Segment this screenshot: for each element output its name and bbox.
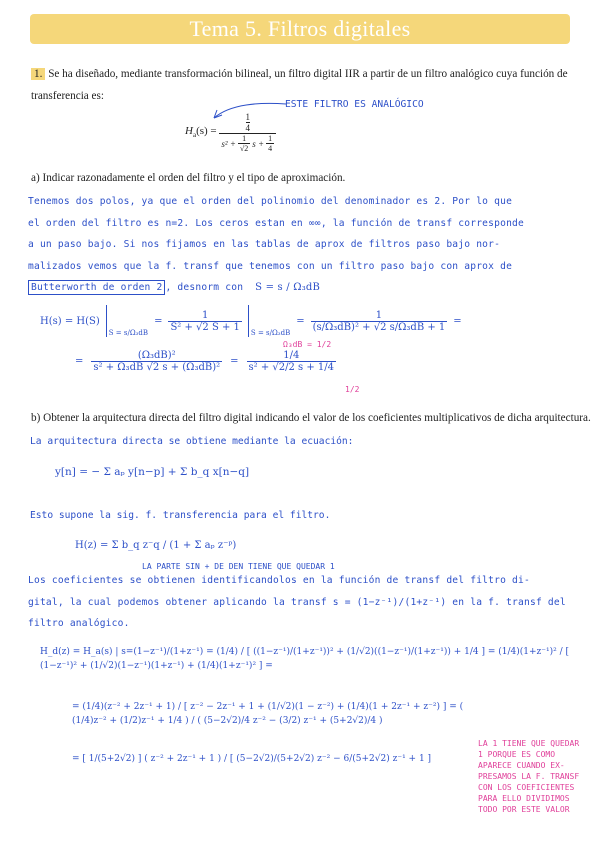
eq1-rhs bbox=[311, 310, 448, 333]
eq1-mid bbox=[168, 310, 241, 333]
part-a-answer bbox=[28, 191, 576, 299]
eq2-rhs-n: 1/4 bbox=[283, 350, 300, 361]
formula-lhs: H bbox=[185, 125, 193, 138]
answer-line: Tenemos dos polos, ya que el orden del polinomio del denominador es 2. Por lo que bbox=[28, 196, 513, 207]
equation-3: H_d(z) = H_a(s) | s=(1−z⁻¹)/(1+z⁻¹) = (1/4) / [ ((1−z⁻¹)/(1+z⁻¹))² + (1/√2)((1−z⁻¹)/(1+z⁻¹)) + 1/4 ] = (1/4)(1+z⁻¹)² / [ (1−z⁻¹)² + (1/√2)(1−z⁻¹)(1+z⁻¹) + (1/4)(1+z⁻¹)² ] = bbox=[40, 647, 570, 671]
formula-den-last-n: 1 bbox=[268, 134, 273, 143]
part-b-paragraph bbox=[28, 570, 576, 635]
answer-line: el orden del filtro es n=2. Los ceros estan en ∞∞, la función de transf corresponde bbox=[28, 217, 525, 229]
equation-5: = [ 1/(5+2√2) ] ( z⁻² + 2z⁻¹ + 1 ) / [ (5−2√2)/(5+2√2) z⁻² − 6/(5+2√2) z⁻¹ + 1 ] bbox=[72, 754, 432, 764]
formula-den-last-d: 4 bbox=[268, 144, 273, 153]
eq1-mid-d: S² + √2 S + 1 bbox=[170, 321, 240, 333]
pink-note-line: PARA ELLO DIVIDIMOS bbox=[478, 794, 570, 803]
pink-side-note bbox=[478, 738, 579, 815]
pink-note-line: TODO POR ESTE VALOR bbox=[478, 805, 570, 814]
formula-num-bot: 4 bbox=[245, 123, 250, 133]
pink-note-half: 1/2 bbox=[345, 385, 360, 394]
answer-line-5 bbox=[28, 277, 576, 299]
eq1-lhs: H(s) = H(S) bbox=[40, 315, 100, 327]
eq2-d: s² + Ω₃dB √2 s + (Ω₃dB)² bbox=[93, 362, 221, 373]
pink-note-omega: Ω₃dB = 1/2 bbox=[283, 340, 332, 349]
eq1-rhs-n: 1 bbox=[375, 309, 383, 321]
paragraph-line: gital, la cual podemos obtener aplicando la transf s = (1−z⁻¹)/(1+z⁻¹) en la f. transf del bbox=[28, 596, 566, 608]
pink-note-line: 1 PORQUE ES COMO bbox=[478, 750, 556, 759]
formula-arg: (s) = bbox=[196, 125, 217, 138]
eq2-rhs bbox=[247, 350, 336, 373]
pink-note-line: PRESAMOS LA F. TRANSF bbox=[478, 772, 580, 781]
eq1-eval2: S = s/Ω₃dB bbox=[248, 305, 290, 337]
eq2-lhs bbox=[91, 350, 222, 373]
hz-equation: H(z) = Σ b_q z⁻q / (1 + Σ aₚ z⁻ᵖ) bbox=[75, 540, 237, 551]
paragraph-line: filtro analógico. bbox=[28, 618, 130, 629]
paragraph-line: Los coeficientes se obtienen identificandolos en la función de transf del filtro di- bbox=[28, 575, 530, 586]
problem-number: 1. bbox=[31, 68, 45, 80]
part-b-question: b) Obtener la arquitectura directa del filtro digital indicando el valor de los coeficientes multiplicativos de dicha arquitectura. bbox=[31, 412, 591, 424]
equation-2: = $\frac{\text{(Ω₃dB)²}}{\text{s² + Ω₃dB √2 s + (Ω₃dB)²}}$ = $\frac{1/4}{\text{s² + √2/2 s + 1/4}}$ bbox=[75, 350, 335, 373]
eq2-n: (Ω₃dB)² bbox=[137, 350, 176, 361]
pink-note-line: APARECE CUANDO EX- bbox=[478, 761, 565, 770]
page-title: Tema 5. Filtros digitales bbox=[189, 16, 411, 41]
equation-4: = (1/4)(z⁻² + 2z⁻¹ + 1) / [ z⁻² − 2z⁻¹ + 1 + (1/√2)(1 − z⁻²) + (1/4)(1 + 2z⁻¹ + z⁻²) ] = ( (1/4)z⁻² + (1/2)z⁻¹ + 1/4 ) / ( (5−2√2)/4 z⁻² − (3/2) z⁻¹ + (5+2√2)/4 ) bbox=[72, 702, 464, 726]
formula-den-frac-d: √2 bbox=[239, 144, 249, 153]
formula-den-mid: s + bbox=[252, 138, 265, 149]
annotation-arrow bbox=[200, 96, 290, 126]
part-a-question: a) Indicar razonadamente el orden del filtro y el tipo de aproximación. bbox=[31, 172, 346, 184]
substitution-eq: S = s / Ω₃dB bbox=[255, 282, 321, 293]
eq1-eval: S = s/Ω₃dB bbox=[106, 305, 148, 337]
formula-sub: a bbox=[192, 131, 197, 140]
title-bar bbox=[30, 14, 570, 44]
difference-equation: y[n] = − Σ aₚ y[n−p] + Σ b_q x[n−q] bbox=[55, 466, 250, 478]
formula-num-top: 1 bbox=[245, 112, 250, 122]
equation-1: H(s) = H(S) S = s/Ω₃dB = $\frac{1}{\text{S² + √2 S + 1}}$ S = s/Ω₃dB = $\frac{1}{\text{(s/Ω₃dB)² + √2 s/Ω₃dB + 1}}$ = bbox=[40, 305, 462, 337]
annotation-analog: ESTE FILTRO ES ANALÓGICO bbox=[285, 99, 424, 110]
desnorm-text: , desnorm con bbox=[165, 282, 244, 293]
hz-note: LA PARTE SIN + DE DEN TIENE QUE QUEDAR 1 bbox=[142, 562, 335, 571]
boxed-answer: Butterworth de orden 2 bbox=[28, 280, 165, 295]
problem-text: Se ha diseñado, mediante transformación bilineal, un filtro digital IIR a partir de un filtro analógico cuya función de transferencia es: bbox=[31, 68, 568, 102]
formula-den-frac-n: 1 bbox=[242, 134, 247, 143]
eq1-mid-n: 1 bbox=[202, 309, 209, 321]
part-b-line1: La arquitectura directa se obtiene mediante la ecuación: bbox=[30, 436, 354, 447]
answer-line: malizados vemos que la f. transf que tenemos con un filtro paso bajo con aprox de bbox=[28, 260, 513, 272]
part-b-line2: Esto supone la sig. f. transferencia para el filtro. bbox=[30, 510, 331, 521]
pink-note-line: LA 1 TIENE QUE QUEDAR bbox=[478, 739, 580, 748]
pink-note-line: CON LOS COEFICIENTES bbox=[478, 783, 575, 792]
eq1-rhs-d: (s/Ω₃dB)² + √2 s/Ω₃dB + 1 bbox=[312, 321, 446, 333]
answer-line: a un paso bajo. Si nos fijamos en las tablas de aprox de filtros paso bajo nor- bbox=[28, 239, 501, 250]
eq2-rhs-d: s² + √2/2 s + 1/4 bbox=[248, 362, 335, 373]
formula-den: s² + bbox=[221, 138, 236, 149]
